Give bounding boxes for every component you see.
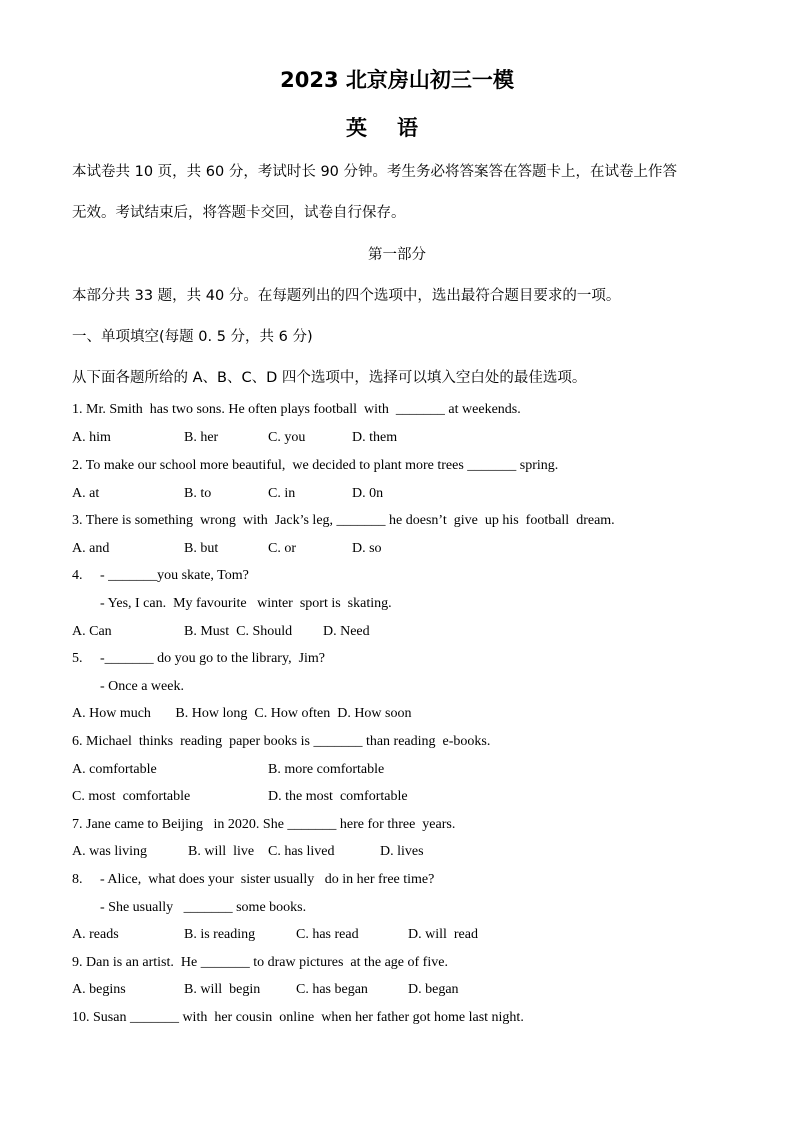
question-5-options: A. How much B. How long C. How often D. How soon	[72, 706, 412, 721]
question-2-option-c: C. in	[268, 486, 296, 501]
question-5-reply: - Once a week.	[100, 679, 184, 694]
section-title: 一、单项填空(每题 0. 5 分，共 6 分)	[72, 329, 313, 345]
question-8-reply: - She usually _______ some books.	[100, 900, 307, 915]
part-heading: 第一部分	[368, 247, 426, 263]
question-6-option-a: A. comfortable	[72, 762, 157, 777]
question-3-option-b: B. but	[184, 541, 219, 556]
question-8-stem: 8. - Alice, what does your sister usually do in her free time?	[72, 872, 435, 887]
question-7-option-d: D. lives	[380, 844, 424, 859]
question-7-option-a: A. was living	[72, 844, 148, 859]
question-1-option-d: D. them	[352, 430, 398, 445]
question-6-option-c: C. most comfortable	[72, 789, 191, 804]
question-10-stem: 10. Susan _______ with her cousin online when her father got home last night.	[72, 1010, 524, 1025]
question-9-option-d: D. began	[408, 982, 459, 997]
question-4-reply: - Yes, I can. My favourite winter sport is skating.	[100, 596, 392, 611]
question-7-option-c: C. has lived	[268, 844, 335, 859]
exam-title: 2023 北京房山初三一模	[280, 68, 514, 92]
question-3-option-a: A. and	[72, 541, 110, 556]
subject-title: 英语	[346, 116, 448, 140]
question-8-option-b: B. is reading	[184, 927, 256, 942]
section-instruction: 从下面各题所给的 A、B、C、D 四个选项中，选择可以填入空白处的最佳选项。	[72, 370, 587, 386]
question-1-option-b: B. her	[184, 430, 219, 445]
question-8-option-d: D. will read	[408, 927, 478, 942]
question-9-option-b: B. will begin	[184, 982, 261, 997]
question-1-option-a: A. him	[72, 430, 111, 445]
question-6-option-d: D. the most comfortable	[268, 789, 408, 804]
question-3-option-c: C. or	[268, 541, 296, 556]
question-4-option-d: D. Need	[323, 624, 370, 639]
question-9-stem: 9. Dan is an artist. He _______ to draw pictures at the age of five.	[72, 955, 448, 970]
question-2-stem: 2. To make our school more beautiful, we decided to plant more trees _______ spring.	[72, 458, 559, 473]
question-8-option-a: A. reads	[72, 927, 119, 942]
question-4-stem: 4. - _______you skate, Tom?	[72, 568, 249, 583]
question-7-option-b: B. will live	[188, 844, 255, 859]
part-description: 本部分共 33 题，共 40 分。在每题列出的四个选项中，选出最符合题目要求的一项。	[72, 288, 621, 304]
intro-line-1: 本试卷共 10 页，共 60 分，考试时长 90 分钟。考生务必将答案答在答题卡上，在试卷上作答	[72, 164, 678, 180]
question-9-option-a: A. begins	[72, 982, 126, 997]
question-6-option-b: B. more comfortable	[268, 762, 385, 777]
question-2-option-b: B. to	[184, 486, 212, 501]
question-1-stem: 1. Mr. Smith has two sons. He often plays football with _______ at weekends.	[72, 402, 521, 417]
question-3-stem: 3. There is something wrong with Jack’s leg, _______ he doesn’t give up his football dream.	[72, 513, 615, 528]
question-3-option-d: D. so	[352, 541, 382, 556]
intro-line-2: 无效。考试结束后，将答题卡交回，试卷自行保存。	[72, 205, 406, 221]
question-4-option-bc: B. Must C. Should	[184, 624, 293, 639]
question-4-option-a: A. Can	[72, 624, 112, 639]
question-1-option-c: C. you	[268, 430, 306, 445]
question-9-option-c: C. has began	[296, 982, 368, 997]
question-2-option-d: D. 0n	[352, 486, 384, 501]
question-6-stem: 6. Michael thinks reading paper books is _______ than reading e-books.	[72, 734, 491, 749]
question-8-option-c: C. has read	[296, 927, 359, 942]
question-5-stem: 5. -_______ do you go to the library, Jim?	[72, 651, 326, 666]
question-7-stem: 7. Jane came to Beijing in 2020. She _______ here for three years.	[72, 817, 456, 832]
question-2-option-a: A. at	[72, 486, 100, 501]
